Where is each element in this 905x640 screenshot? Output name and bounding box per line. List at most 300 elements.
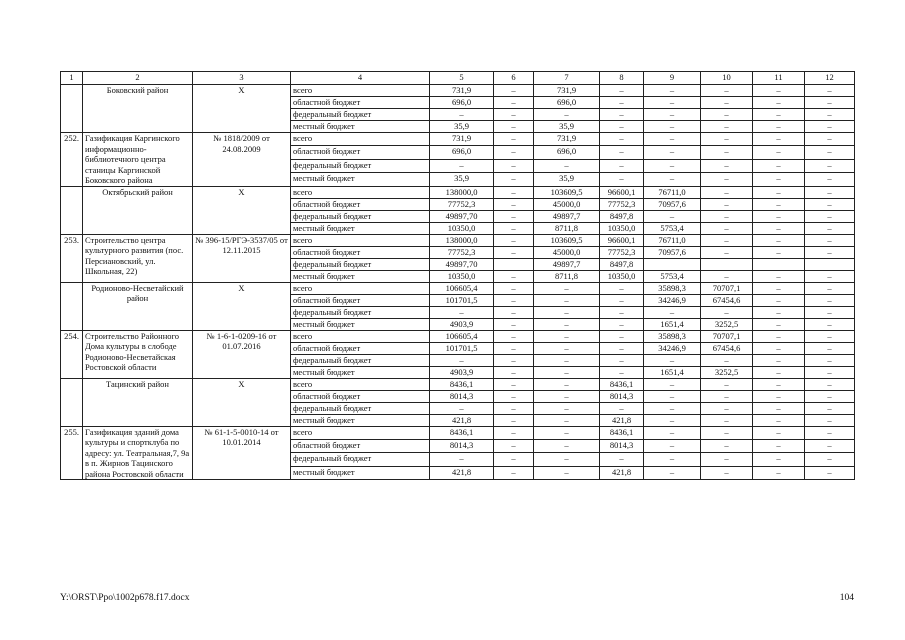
amount-cell: – xyxy=(494,133,534,146)
budget-source: федеральный бюджет xyxy=(291,306,430,318)
amount-cell: – xyxy=(494,109,534,121)
amount-cell: – xyxy=(534,453,600,466)
table-row xyxy=(61,330,855,342)
amount-cell: – xyxy=(644,390,701,402)
amount-cell: – xyxy=(494,414,534,426)
amount-cell: – xyxy=(494,121,534,133)
amount-cell: – xyxy=(600,173,644,186)
amount-cell: – xyxy=(600,121,644,133)
amount-cell: – xyxy=(644,173,701,186)
amount-cell: – xyxy=(805,246,855,258)
amount-cell: – xyxy=(701,234,753,246)
amount-cell: – xyxy=(805,294,855,306)
budget-source: федеральный бюджет xyxy=(291,258,430,270)
amount-cell: – xyxy=(701,390,753,402)
amount-cell: – xyxy=(805,85,855,97)
budget-source: всего xyxy=(291,378,430,390)
amount-cell xyxy=(805,258,855,270)
amount-cell: 4903,9 xyxy=(430,366,494,378)
budget-source: местный бюджет xyxy=(291,173,430,186)
amount-cell: – xyxy=(430,306,494,318)
amount-cell: – xyxy=(805,453,855,466)
budget-source: областной бюджет xyxy=(291,246,430,258)
col-header: 9 xyxy=(644,72,701,85)
table-row xyxy=(61,133,855,146)
amount-cell: – xyxy=(534,354,600,366)
amount-cell: 101701,5 xyxy=(430,294,494,306)
amount-cell: – xyxy=(753,426,805,439)
amount-cell: 696,0 xyxy=(534,97,600,109)
amount-cell: – xyxy=(701,186,753,198)
amount-cell: – xyxy=(430,354,494,366)
amount-cell: 35,9 xyxy=(430,121,494,133)
amount-cell xyxy=(701,258,753,270)
amount-cell: – xyxy=(753,198,805,210)
amount-cell: 70707,1 xyxy=(701,330,753,342)
amount-cell: 77752,3 xyxy=(430,246,494,258)
amount-cell: – xyxy=(701,109,753,121)
budget-source: федеральный бюджет xyxy=(291,354,430,366)
amount-cell: – xyxy=(534,109,600,121)
amount-cell: 8014,3 xyxy=(600,439,644,452)
amount-cell: – xyxy=(534,390,600,402)
amount-cell: – xyxy=(753,402,805,414)
amount-cell: 138000,0 xyxy=(430,186,494,198)
amount-cell: – xyxy=(701,159,753,172)
amount-cell: 421,8 xyxy=(600,414,644,426)
amount-cell: – xyxy=(534,294,600,306)
amount-cell: 4903,9 xyxy=(430,318,494,330)
amount-cell: – xyxy=(753,439,805,452)
project-document: № 1818/2009 от 24.08.2009 xyxy=(193,133,291,187)
amount-cell: – xyxy=(494,222,534,234)
budget-source: федеральный бюджет xyxy=(291,159,430,172)
table-row xyxy=(61,282,855,294)
amount-cell: – xyxy=(805,97,855,109)
col-header: 12 xyxy=(805,72,855,85)
amount-cell: – xyxy=(805,109,855,121)
amount-cell: – xyxy=(600,366,644,378)
amount-cell: – xyxy=(430,402,494,414)
amount-cell: – xyxy=(701,97,753,109)
amount-cell: – xyxy=(805,186,855,198)
amount-cell: – xyxy=(494,85,534,97)
amount-cell: – xyxy=(701,133,753,146)
col-header: 1 xyxy=(61,72,83,85)
amount-cell: – xyxy=(753,159,805,172)
project-document: № 61-1-5-0010-14 от 10.01.2014 xyxy=(193,426,291,480)
amount-cell: – xyxy=(701,173,753,186)
project-name: Газификация зданий дома культуры и спортклуба по адресу: ул. Театральная,7, 9а в п. Жирнов Тацинского района Ростовской области xyxy=(83,426,193,480)
amount-cell: – xyxy=(494,390,534,402)
amount-cell: – xyxy=(644,133,701,146)
amount-cell: 10350,0 xyxy=(430,222,494,234)
amount-cell: – xyxy=(753,186,805,198)
amount-cell: – xyxy=(805,366,855,378)
amount-cell: – xyxy=(805,159,855,172)
amount-cell: – xyxy=(600,306,644,318)
amount-cell: – xyxy=(494,402,534,414)
amount-cell: – xyxy=(753,342,805,354)
amount-cell: – xyxy=(805,466,855,479)
amount-cell: 8497,8 xyxy=(600,258,644,270)
amount-cell: 45000,0 xyxy=(534,198,600,210)
col-header: 4 xyxy=(291,72,430,85)
budget-source: всего xyxy=(291,133,430,146)
amount-cell: – xyxy=(753,330,805,342)
amount-cell: – xyxy=(805,210,855,222)
budget-source: федеральный бюджет xyxy=(291,402,430,414)
amount-cell: – xyxy=(644,354,701,366)
table-row xyxy=(61,186,855,198)
district-name: Родионово-Несветайский район xyxy=(83,282,193,330)
amount-cell: – xyxy=(753,306,805,318)
amount-cell: – xyxy=(600,146,644,159)
amount-cell: – xyxy=(534,330,600,342)
amount-cell: 67454,6 xyxy=(701,342,753,354)
amount-cell: 1651,4 xyxy=(644,318,701,330)
budget-source: местный бюджет xyxy=(291,318,430,330)
row-number: 254. xyxy=(61,330,83,378)
amount-cell: – xyxy=(494,354,534,366)
amount-cell: – xyxy=(753,109,805,121)
row-number xyxy=(61,282,83,330)
budget-source: всего xyxy=(291,426,430,439)
col-header: 11 xyxy=(753,72,805,85)
amount-cell: 3252,5 xyxy=(701,366,753,378)
amount-cell: – xyxy=(805,330,855,342)
amount-cell: 45000,0 xyxy=(534,246,600,258)
amount-cell: – xyxy=(644,210,701,222)
amount-cell: – xyxy=(494,306,534,318)
budget-source: федеральный бюджет xyxy=(291,210,430,222)
amount-cell: 77752,3 xyxy=(600,198,644,210)
amount-cell: 35,9 xyxy=(534,121,600,133)
amount-cell: – xyxy=(753,294,805,306)
amount-cell: – xyxy=(805,439,855,452)
budget-source: местный бюджет xyxy=(291,466,430,479)
budget-source: всего xyxy=(291,234,430,246)
amount-cell: – xyxy=(753,173,805,186)
amount-cell: – xyxy=(430,159,494,172)
amount-cell: – xyxy=(701,306,753,318)
amount-cell: 49897,7 xyxy=(534,210,600,222)
amount-cell: 49897,70 xyxy=(430,210,494,222)
amount-cell: – xyxy=(494,234,534,246)
amount-cell: – xyxy=(534,318,600,330)
amount-cell: – xyxy=(644,453,701,466)
amount-cell: – xyxy=(701,198,753,210)
row-number: 255. xyxy=(61,426,83,480)
amount-cell: 731,9 xyxy=(534,133,600,146)
amount-cell: 731,9 xyxy=(430,133,494,146)
amount-cell: 106605,4 xyxy=(430,282,494,294)
amount-cell: – xyxy=(534,414,600,426)
amount-cell: – xyxy=(494,378,534,390)
amount-cell: – xyxy=(805,318,855,330)
amount-cell: 77752,3 xyxy=(430,198,494,210)
amount-cell: – xyxy=(701,414,753,426)
amount-cell: – xyxy=(494,294,534,306)
amount-cell: – xyxy=(644,426,701,439)
amount-cell: – xyxy=(600,97,644,109)
amount-cell: – xyxy=(805,378,855,390)
amount-cell xyxy=(644,258,701,270)
amount-cell: 421,8 xyxy=(430,466,494,479)
amount-cell: – xyxy=(600,85,644,97)
project-document: № 396-15/РГЭ-3537/05 от 12.11.2015 xyxy=(193,234,291,282)
amount-cell: – xyxy=(701,439,753,452)
amount-cell: 67454,6 xyxy=(701,294,753,306)
amount-cell: – xyxy=(753,378,805,390)
amount-cell: – xyxy=(701,354,753,366)
amount-cell: – xyxy=(494,330,534,342)
amount-cell: – xyxy=(644,402,701,414)
amount-cell: – xyxy=(805,306,855,318)
amount-cell: – xyxy=(753,121,805,133)
amount-cell: – xyxy=(494,97,534,109)
table-row xyxy=(61,85,855,97)
budget-source: областной бюджет xyxy=(291,294,430,306)
amount-cell: – xyxy=(494,466,534,479)
amount-cell: – xyxy=(534,378,600,390)
amount-cell: – xyxy=(644,146,701,159)
row-number xyxy=(61,186,83,234)
amount-cell: – xyxy=(644,306,701,318)
amount-cell: 8436,1 xyxy=(600,378,644,390)
amount-cell: – xyxy=(494,173,534,186)
amount-cell: – xyxy=(494,453,534,466)
amount-cell: 70707,1 xyxy=(701,282,753,294)
project-document: № 1-6-1-0209-16 от 01.07.2016 xyxy=(193,330,291,378)
amount-cell: – xyxy=(753,210,805,222)
amount-cell: 421,8 xyxy=(430,414,494,426)
amount-cell: 10350,0 xyxy=(600,222,644,234)
amount-cell: – xyxy=(534,366,600,378)
amount-cell: 106605,4 xyxy=(430,330,494,342)
amount-cell: – xyxy=(644,466,701,479)
col-header: 2 xyxy=(83,72,193,85)
amount-cell: 103609,5 xyxy=(534,234,600,246)
table-row xyxy=(61,378,855,390)
amount-cell: – xyxy=(494,198,534,210)
amount-cell: – xyxy=(805,414,855,426)
amount-cell: – xyxy=(534,439,600,452)
amount-cell: 8497,8 xyxy=(600,210,644,222)
amount-cell: – xyxy=(600,133,644,146)
amount-cell: – xyxy=(600,159,644,172)
amount-cell: 34246,9 xyxy=(644,342,701,354)
amount-cell: – xyxy=(805,402,855,414)
budget-source: местный бюджет xyxy=(291,366,430,378)
amount-cell: 8436,1 xyxy=(600,426,644,439)
amount-cell: – xyxy=(644,414,701,426)
amount-cell: – xyxy=(805,282,855,294)
col-header: 7 xyxy=(534,72,600,85)
row-number: 253. xyxy=(61,234,83,282)
amount-cell: – xyxy=(701,466,753,479)
col-header: 8 xyxy=(600,72,644,85)
amount-cell: – xyxy=(701,453,753,466)
amount-cell: – xyxy=(753,234,805,246)
amount-cell: – xyxy=(534,466,600,479)
col-header: 3 xyxy=(193,72,291,85)
budget-source: всего xyxy=(291,85,430,97)
amount-cell: – xyxy=(534,306,600,318)
amount-cell: 49897,7 xyxy=(534,258,600,270)
row-number xyxy=(61,378,83,426)
amount-cell: – xyxy=(805,270,855,282)
amount-cell: 696,0 xyxy=(430,97,494,109)
amount-cell: 35,9 xyxy=(430,173,494,186)
amount-cell: – xyxy=(701,270,753,282)
row-number xyxy=(61,85,83,133)
amount-cell: – xyxy=(494,210,534,222)
amount-cell: – xyxy=(600,453,644,466)
amount-cell xyxy=(494,258,534,270)
amount-cell: – xyxy=(805,198,855,210)
budget-source: областной бюджет xyxy=(291,390,430,402)
amount-cell: 34246,9 xyxy=(644,294,701,306)
budget-source: местный бюджет xyxy=(291,222,430,234)
amount-cell: – xyxy=(701,121,753,133)
budget-source: всего xyxy=(291,186,430,198)
amount-cell: 5753,4 xyxy=(644,270,701,282)
project-name: Строительство центра культурного развития (пос. Персиановский, ул. Школьная, 22) xyxy=(83,234,193,282)
amount-cell: 5753,4 xyxy=(644,222,701,234)
amount-cell: 8014,3 xyxy=(430,439,494,452)
budget-source: федеральный бюджет xyxy=(291,109,430,121)
amount-cell: – xyxy=(430,109,494,121)
project-document: Х xyxy=(193,186,291,234)
amount-cell: 96600,1 xyxy=(600,234,644,246)
amount-cell: 35,9 xyxy=(534,173,600,186)
amount-cell: 8014,3 xyxy=(430,390,494,402)
amount-cell: – xyxy=(805,234,855,246)
budget-table xyxy=(60,71,855,480)
amount-cell: – xyxy=(534,426,600,439)
amount-cell: 696,0 xyxy=(534,146,600,159)
amount-cell: – xyxy=(534,342,600,354)
project-document: Х xyxy=(193,85,291,133)
amount-cell: – xyxy=(701,85,753,97)
project-name: Строительство Районного Дома культуры в слободе Родионово-Несветайская Ростовской области xyxy=(83,330,193,378)
amount-cell: 1651,4 xyxy=(644,366,701,378)
amount-cell: 10350,0 xyxy=(430,270,494,282)
amount-cell: 731,9 xyxy=(430,85,494,97)
amount-cell: – xyxy=(600,402,644,414)
amount-cell: 696,0 xyxy=(430,146,494,159)
amount-cell: – xyxy=(644,378,701,390)
project-name: Газификация Каргинского информационно-библиотечного центра станицы Каргинской Боковского района xyxy=(83,133,193,187)
amount-cell: – xyxy=(805,354,855,366)
amount-cell: – xyxy=(753,146,805,159)
amount-cell: – xyxy=(701,210,753,222)
amount-cell: – xyxy=(600,354,644,366)
amount-cell: – xyxy=(753,85,805,97)
amount-cell: – xyxy=(644,121,701,133)
col-header: 5 xyxy=(430,72,494,85)
amount-cell: – xyxy=(753,222,805,234)
amount-cell: – xyxy=(805,426,855,439)
amount-cell: 731,9 xyxy=(534,85,600,97)
amount-cell: – xyxy=(753,246,805,258)
amount-cell: – xyxy=(600,282,644,294)
amount-cell: – xyxy=(644,109,701,121)
budget-source: областной бюджет xyxy=(291,146,430,159)
amount-cell: – xyxy=(644,85,701,97)
amount-cell: – xyxy=(753,270,805,282)
amount-cell: – xyxy=(494,439,534,452)
amount-cell: – xyxy=(753,366,805,378)
amount-cell: – xyxy=(534,282,600,294)
budget-source: областной бюджет xyxy=(291,97,430,109)
amount-cell: 101701,5 xyxy=(430,342,494,354)
amount-cell: – xyxy=(644,439,701,452)
amount-cell: – xyxy=(805,121,855,133)
amount-cell: 70957,6 xyxy=(644,246,701,258)
budget-source: местный бюджет xyxy=(291,270,430,282)
amount-cell: – xyxy=(753,453,805,466)
amount-cell: 8711,8 xyxy=(534,222,600,234)
amount-cell: – xyxy=(753,354,805,366)
amount-cell: 3252,5 xyxy=(701,318,753,330)
amount-cell: 70957,6 xyxy=(644,198,701,210)
amount-cell: – xyxy=(753,466,805,479)
amount-cell: – xyxy=(753,318,805,330)
amount-cell: – xyxy=(644,97,701,109)
amount-cell: 8014,3 xyxy=(600,390,644,402)
col-header: 10 xyxy=(701,72,753,85)
district-name: Октябрьский район xyxy=(83,186,193,234)
amount-cell: – xyxy=(600,330,644,342)
amount-cell: – xyxy=(753,282,805,294)
amount-cell: – xyxy=(753,97,805,109)
page-number: 104 xyxy=(839,593,854,603)
amount-cell: – xyxy=(494,270,534,282)
amount-cell: – xyxy=(494,246,534,258)
amount-cell: – xyxy=(701,402,753,414)
amount-cell: – xyxy=(600,342,644,354)
budget-source: всего xyxy=(291,282,430,294)
col-header: 6 xyxy=(494,72,534,85)
amount-cell: 8711,8 xyxy=(534,270,600,282)
amount-cell: – xyxy=(430,453,494,466)
amount-cell: 35898,3 xyxy=(644,282,701,294)
amount-cell: – xyxy=(494,282,534,294)
project-document: Х xyxy=(193,378,291,426)
amount-cell: – xyxy=(534,159,600,172)
amount-cell: 138000,0 xyxy=(430,234,494,246)
amount-cell: – xyxy=(753,133,805,146)
amount-cell: – xyxy=(701,222,753,234)
amount-cell: 8436,1 xyxy=(430,426,494,439)
amount-cell: 35898,3 xyxy=(644,330,701,342)
budget-source: областной бюджет xyxy=(291,342,430,354)
amount-cell: 49897,70 xyxy=(430,258,494,270)
amount-cell: – xyxy=(701,246,753,258)
amount-cell: – xyxy=(494,342,534,354)
table-row xyxy=(61,234,855,246)
amount-cell: 96600,1 xyxy=(600,186,644,198)
amount-cell: – xyxy=(805,146,855,159)
amount-cell: – xyxy=(701,426,753,439)
table-body xyxy=(61,85,855,480)
budget-source: местный бюджет xyxy=(291,414,430,426)
amount-cell: 77752,3 xyxy=(600,246,644,258)
table-row xyxy=(61,426,855,439)
header-row xyxy=(61,72,855,85)
